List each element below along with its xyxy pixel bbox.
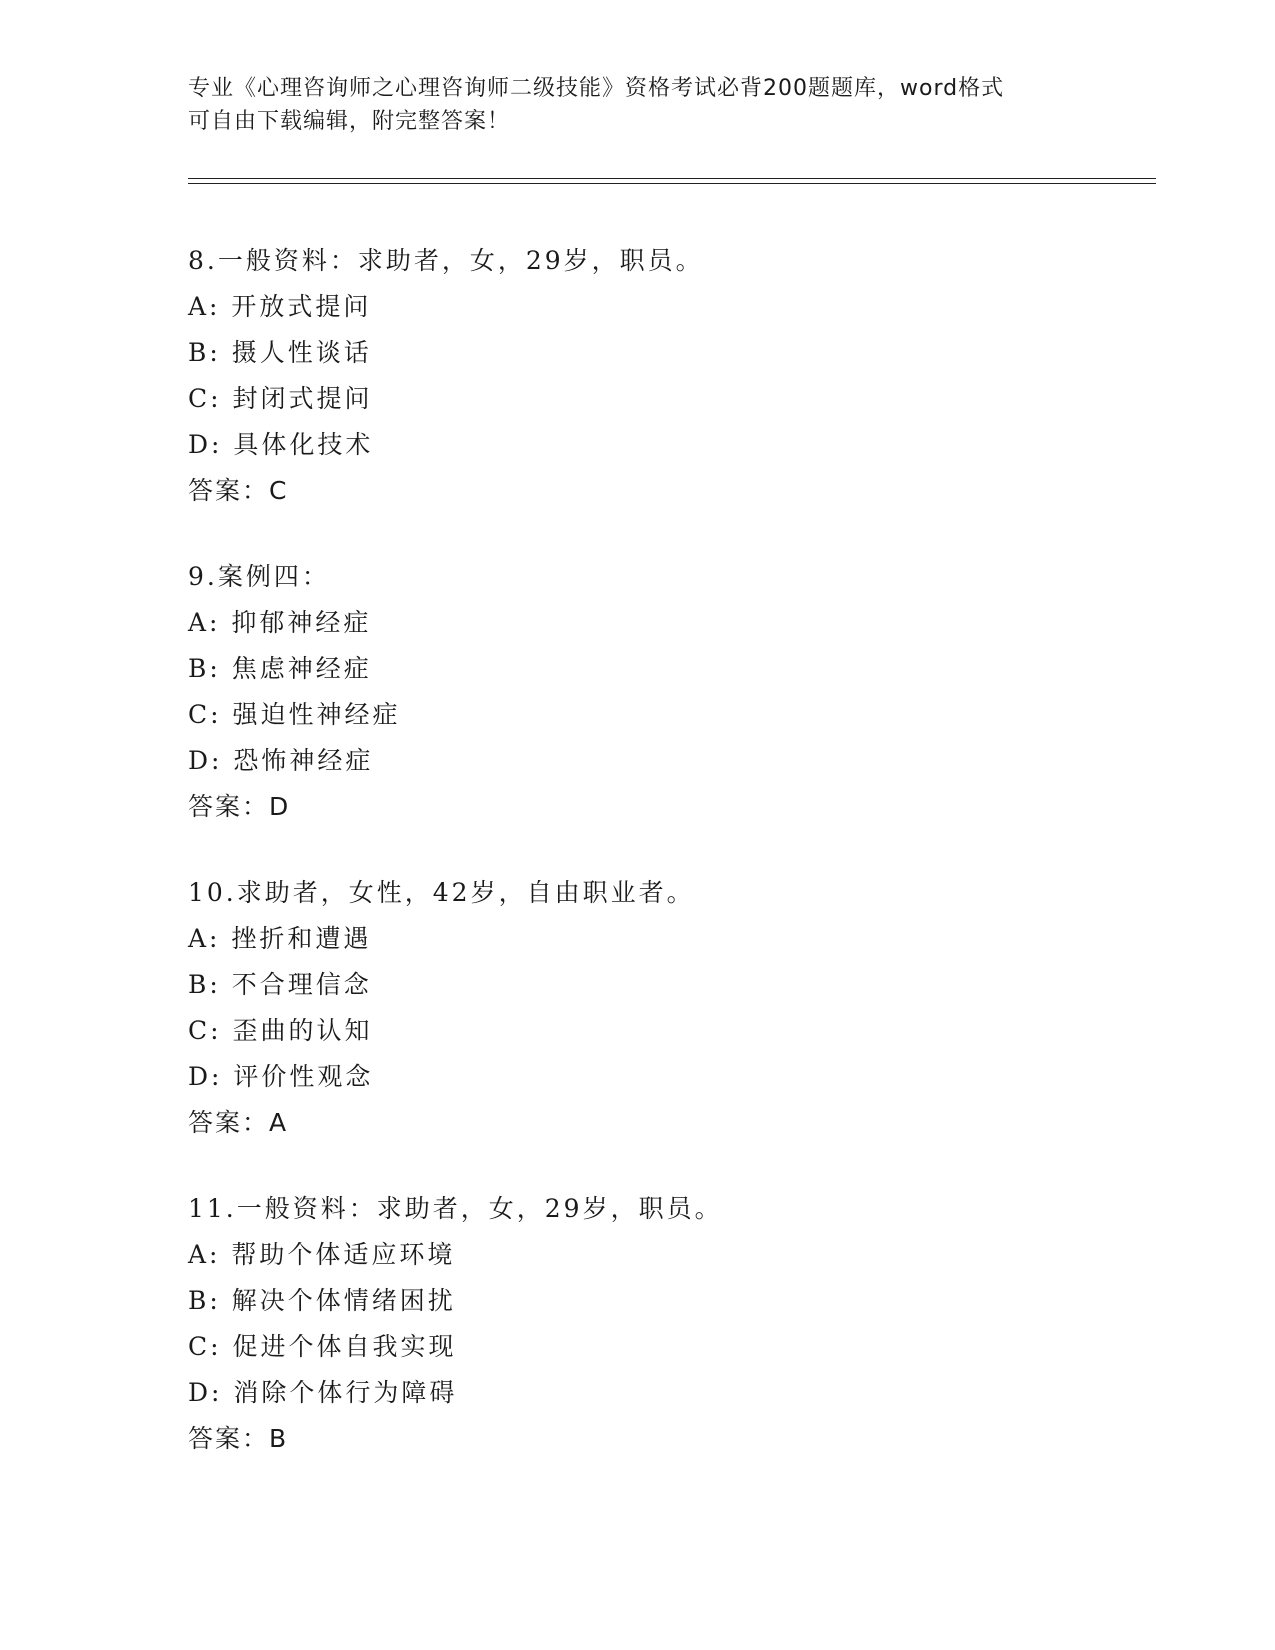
question-stem: 10.求助者，女性，42岁，自由职业者。 — [188, 878, 695, 907]
question-stem: 9.案例四： — [188, 562, 330, 591]
answer-line: 答案：A — [188, 1108, 289, 1137]
header-divider-bottom — [188, 183, 1156, 184]
question-8 — [188, 238, 1156, 514]
option-a: A: 挫折和遭遇 — [188, 924, 372, 953]
option-d: D: 具体化技术 — [188, 430, 374, 459]
question-10 — [188, 870, 1156, 1146]
answer-line: 答案：B — [188, 1424, 289, 1453]
option-a: A: 开放式提问 — [188, 292, 372, 321]
option-d: D: 评价性观念 — [188, 1062, 374, 1091]
question-stem: 11.一般资料：求助者，女，29岁，职员。 — [188, 1194, 723, 1223]
option-d: D: 消除个体行为障碍 — [188, 1378, 458, 1407]
answer-line: 答案：C — [188, 476, 289, 505]
question-list — [188, 238, 1156, 1502]
option-c: C: 歪曲的认知 — [188, 1016, 373, 1045]
document-header — [188, 72, 1088, 138]
option-b: B: 焦虑神经症 — [188, 654, 372, 683]
option-b: B: 摄人性谈话 — [188, 338, 372, 367]
question-9 — [188, 554, 1156, 830]
option-c: C: 封闭式提问 — [188, 384, 373, 413]
header-line-2: 可自由下载编辑，附完整答案！ — [188, 109, 511, 134]
header-divider-top — [188, 178, 1156, 179]
option-d: D: 恐怖神经症 — [188, 746, 374, 775]
option-c: C: 促进个体自我实现 — [188, 1332, 457, 1361]
option-c: C: 强迫性神经症 — [188, 700, 401, 729]
option-a: A: 抑郁神经症 — [188, 608, 372, 637]
answer-line: 答案：D — [188, 792, 291, 821]
option-b: B: 解决个体情绪困扰 — [188, 1286, 456, 1315]
header-line-1: 专业《心理咨询师之心理咨询师二级技能》资格考试必背200题题库，word格式 — [188, 76, 1005, 101]
question-11 — [188, 1186, 1156, 1462]
option-b: B: 不合理信念 — [188, 970, 372, 999]
option-a: A: 帮助个体适应环境 — [188, 1240, 456, 1269]
question-stem: 8.一般资料：求助者，女，29岁，职员。 — [188, 246, 704, 275]
